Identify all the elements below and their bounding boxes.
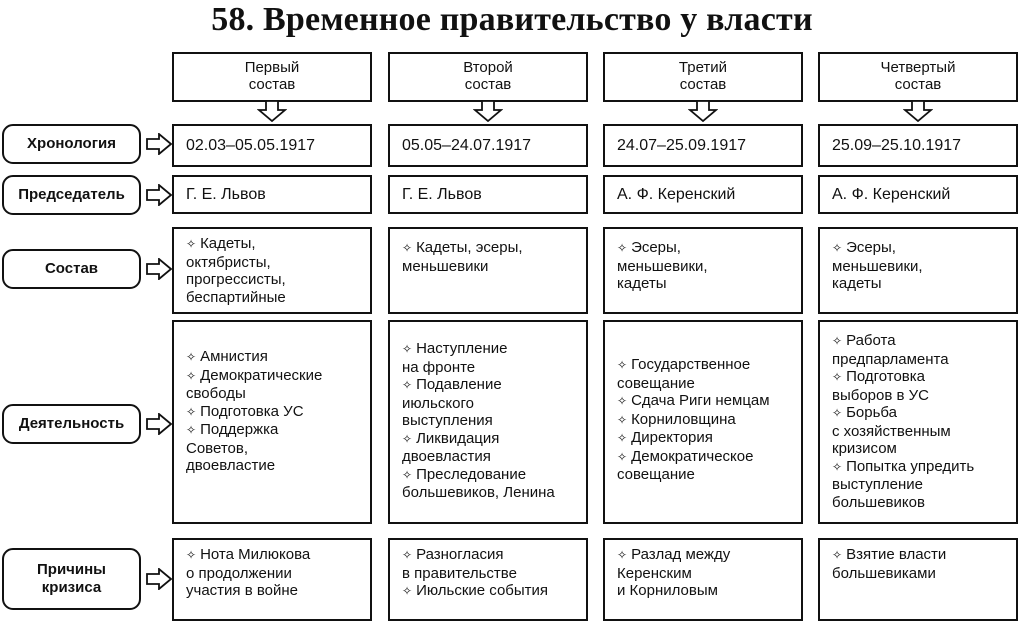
activity-text: двоевластия [402, 448, 491, 465]
activity-list [832, 328, 1008, 511]
bullet-icon: ✧ [402, 467, 413, 482]
bullet-icon: ✧ [617, 412, 628, 427]
cell-activity [818, 320, 1018, 524]
activity-line [402, 430, 578, 449]
cell-chronology [172, 124, 372, 167]
activity-line [402, 466, 578, 485]
crisis-list [617, 546, 793, 600]
composition-line [402, 258, 578, 276]
row-label-text [37, 561, 106, 597]
bullet-icon: ✧ [186, 423, 197, 437]
crisis-line [186, 546, 362, 565]
down-arrow-icon [903, 100, 933, 122]
row-label [2, 124, 141, 164]
activity-text: свободы [186, 385, 246, 402]
column-header-line: состав [248, 76, 296, 93]
row-label [2, 548, 141, 610]
cell-activity [172, 320, 372, 524]
row-label-line: кризиса [41, 579, 102, 596]
activity-text: совещание [617, 466, 695, 483]
composition-line [186, 235, 362, 254]
activity-line [186, 385, 362, 403]
activity-text: большевиков, Ленина [402, 484, 555, 501]
row-label-line: Председатель [18, 186, 125, 203]
cell-chronology [603, 124, 803, 167]
cell-composition [818, 227, 1018, 314]
composition-text: беспартийные [186, 288, 286, 306]
crisis-text: и Корниловым [617, 582, 718, 599]
composition-text: Кадеты, эсеры, [416, 239, 523, 256]
chairman-value: А. Ф. Керенский [617, 185, 736, 203]
bullet-icon: ✧ [617, 548, 628, 562]
activity-list [617, 328, 793, 484]
crisis-line [186, 582, 362, 600]
page-title: 58. Временное правительство у власти [211, 1, 813, 38]
activity-text: Корниловщина [631, 410, 736, 428]
composition-list [832, 235, 1008, 293]
down-arrow-icon [688, 100, 718, 122]
row-label [2, 249, 141, 289]
activity-text: Преследование [416, 465, 527, 483]
bullet-icon: ✧ [617, 358, 628, 372]
composition-line [832, 258, 1008, 276]
composition-text: Эсеры, [846, 239, 896, 256]
bullet-icon: ✧ [617, 394, 628, 408]
activity-line [617, 429, 793, 448]
bullet-icon: ✧ [402, 584, 413, 598]
column-header-line: состав [679, 76, 727, 93]
cell-chronology [388, 124, 588, 167]
bullet-icon: ✧ [617, 241, 628, 255]
activity-text: Демократические [200, 366, 323, 384]
crisis-text: Взятие власти [846, 546, 947, 563]
bullet-icon: ✧ [186, 548, 197, 562]
bullet-icon: ✧ [402, 342, 413, 356]
cell-chairman [172, 175, 372, 214]
activity-text: Наступление [416, 340, 508, 357]
composition-line [832, 239, 1008, 258]
bullet-icon: ✧ [617, 449, 628, 464]
bullet-icon: ✧ [832, 548, 843, 562]
row-label-line: Деятельность [18, 415, 125, 432]
activity-text: июльского [402, 394, 474, 412]
column-header [172, 52, 372, 102]
column-header-line: Первый [244, 59, 300, 76]
row-label-line: Причины [37, 561, 106, 578]
chronology-value: 24.07–25.09.1917 [617, 136, 747, 154]
composition-list [617, 235, 793, 293]
activity-line [617, 466, 793, 484]
composition-line [617, 258, 793, 276]
down-arrow-icon [257, 100, 287, 122]
chairman-value: А. Ф. Керенский [832, 185, 951, 203]
composition-line [186, 271, 362, 289]
cell-activity [603, 320, 803, 524]
crisis-line [617, 546, 793, 565]
composition-list [402, 235, 578, 275]
bullet-icon: ✧ [402, 431, 413, 446]
crisis-list [186, 546, 362, 600]
crisis-text: участия в войне [186, 582, 298, 599]
activity-line [617, 356, 793, 375]
composition-line [402, 239, 578, 258]
activity-text: Демократическое [631, 447, 754, 465]
crisis-text: Разногласия [416, 546, 504, 563]
activity-line [832, 494, 1008, 512]
activity-line [832, 458, 1008, 477]
row-label-line: Хронология [27, 135, 116, 152]
activity-line [186, 348, 362, 367]
activity-text: выступления [402, 412, 493, 429]
crisis-text: о продолжении [186, 564, 292, 582]
activity-text: на фронте [402, 358, 476, 376]
bullet-icon: ✧ [832, 406, 843, 420]
activity-line [617, 392, 793, 411]
cell-crisis [603, 538, 803, 621]
composition-text: кадеты [617, 275, 667, 292]
activity-text: Работа [846, 332, 896, 349]
activity-line [402, 340, 578, 359]
row-label-text [18, 186, 125, 204]
bullet-icon: ✧ [186, 237, 197, 251]
activity-line [186, 440, 362, 458]
column-header-line: Третий [678, 59, 728, 76]
row-label-text [27, 135, 116, 153]
activity-line [832, 387, 1008, 405]
column-header [818, 52, 1018, 102]
right-arrow-icon [146, 258, 172, 280]
row-label-text [45, 260, 98, 278]
crisis-text: большевиками [832, 564, 936, 582]
activity-line [186, 421, 362, 440]
activity-text: Ликвидация [416, 429, 500, 447]
composition-text: Кадеты, [200, 235, 256, 252]
activity-text: выборов в УС [832, 386, 930, 404]
crisis-line [832, 546, 1008, 565]
cell-crisis [388, 538, 588, 621]
cell-crisis [172, 538, 372, 621]
activity-line [402, 395, 578, 413]
cell-activity [388, 320, 588, 524]
column-header-line: состав [894, 76, 942, 93]
activity-line [186, 403, 362, 422]
activity-text: Советов, [186, 439, 248, 457]
activity-text: кризисом [832, 440, 897, 457]
bullet-icon: ✧ [832, 459, 843, 474]
crisis-line [617, 582, 793, 600]
activity-line [832, 476, 1008, 494]
crisis-line [186, 565, 362, 583]
activity-text: большевиков [832, 493, 925, 511]
composition-line [617, 275, 793, 293]
column-header [388, 52, 588, 102]
activity-text: с хозяйственным [832, 422, 951, 440]
bullet-icon: ✧ [832, 241, 843, 255]
row-label [2, 404, 141, 444]
activity-line [832, 404, 1008, 423]
crisis-text: Керенским [617, 564, 692, 582]
activity-text: Государственное [631, 356, 751, 373]
composition-line [617, 239, 793, 258]
chairman-value: Г. Е. Львов [402, 185, 482, 203]
down-arrow-icon [473, 100, 503, 122]
right-arrow-icon [146, 568, 172, 590]
column-header-line: Четвертый [880, 59, 956, 76]
chronology-value: 05.05–24.07.1917 [402, 136, 532, 154]
bullet-icon: ✧ [186, 350, 197, 364]
activity-text: предпарламента [832, 350, 949, 368]
composition-text: октябристы, [186, 253, 271, 271]
activity-line [402, 448, 578, 466]
activity-line [832, 423, 1008, 441]
cell-composition [388, 227, 588, 314]
row-label-line: Состав [44, 260, 99, 277]
activity-line [832, 440, 1008, 458]
activity-line [402, 359, 578, 377]
composition-line [832, 275, 1008, 293]
activity-text: Подготовка УС [200, 402, 304, 420]
activity-text: Попытка упредить [846, 457, 975, 475]
crisis-list [832, 546, 1008, 582]
bullet-icon: ✧ [402, 378, 413, 392]
crisis-line [402, 546, 578, 565]
activity-line [402, 412, 578, 430]
activity-text: выступление [832, 476, 924, 493]
cell-chairman [388, 175, 588, 214]
activity-list [402, 328, 578, 502]
right-arrow-icon [146, 413, 172, 435]
cell-composition [172, 227, 372, 314]
row-label-text [19, 415, 124, 433]
crisis-text: Июльские события [416, 582, 549, 599]
activity-text: Амнистия [200, 348, 268, 365]
crisis-list [402, 546, 578, 601]
composition-text: Эсеры, [631, 239, 681, 256]
activity-list [186, 328, 362, 475]
column-header [603, 52, 803, 102]
right-arrow-icon [146, 184, 172, 206]
activity-line [617, 411, 793, 430]
activity-text: Поддержка [200, 421, 279, 438]
activity-text: Подавление [416, 376, 502, 393]
bullet-icon: ✧ [186, 368, 197, 383]
chronology-value: 02.03–05.05.1917 [186, 136, 316, 154]
composition-text: меньшевики, [617, 257, 708, 275]
activity-text: Подготовка [846, 368, 926, 385]
cell-chairman [818, 175, 1018, 214]
crisis-text: Нота Милюкова [200, 546, 311, 563]
crisis-text: Разлад между [631, 546, 731, 563]
composition-list [186, 235, 362, 306]
bullet-icon: ✧ [832, 334, 843, 348]
activity-text: совещание [617, 374, 695, 392]
crisis-line [402, 565, 578, 583]
column-header-line: состав [464, 76, 512, 93]
row-label [2, 175, 141, 215]
activity-line [186, 457, 362, 475]
activity-line [617, 375, 793, 393]
bullet-icon: ✧ [186, 404, 197, 419]
activity-line [617, 448, 793, 467]
composition-line [186, 254, 362, 272]
cell-chronology [818, 124, 1018, 167]
bullet-icon: ✧ [402, 241, 413, 255]
cell-crisis [818, 538, 1018, 621]
composition-text: меньшевики, [832, 257, 923, 275]
column-header-line: Второй [463, 59, 513, 76]
activity-line [186, 367, 362, 386]
right-arrow-icon [146, 133, 172, 155]
composition-text: кадеты [832, 275, 882, 292]
bullet-icon: ✧ [402, 548, 413, 562]
activity-text: Директория [631, 429, 713, 446]
activity-line [832, 368, 1008, 387]
cell-chairman [603, 175, 803, 214]
activity-text: Сдача Риги немцам [631, 392, 770, 409]
composition-text: прогрессисты, [186, 271, 286, 288]
chronology-value: 25.09–25.10.1917 [832, 136, 962, 154]
cell-composition [603, 227, 803, 314]
activity-line [832, 351, 1008, 369]
crisis-line [617, 565, 793, 583]
activity-text: Борьба [846, 404, 897, 421]
activity-line [402, 484, 578, 502]
composition-line [186, 289, 362, 307]
crisis-line [832, 565, 1008, 583]
crisis-text: в правительстве [402, 564, 517, 582]
bullet-icon: ✧ [617, 431, 628, 445]
bullet-icon: ✧ [832, 370, 843, 384]
activity-text: двоевластие [186, 457, 276, 474]
crisis-line [402, 582, 578, 601]
chairman-value: Г. Е. Львов [186, 185, 266, 203]
activity-line [832, 332, 1008, 351]
composition-text: меньшевики [402, 257, 489, 275]
activity-line [402, 376, 578, 395]
